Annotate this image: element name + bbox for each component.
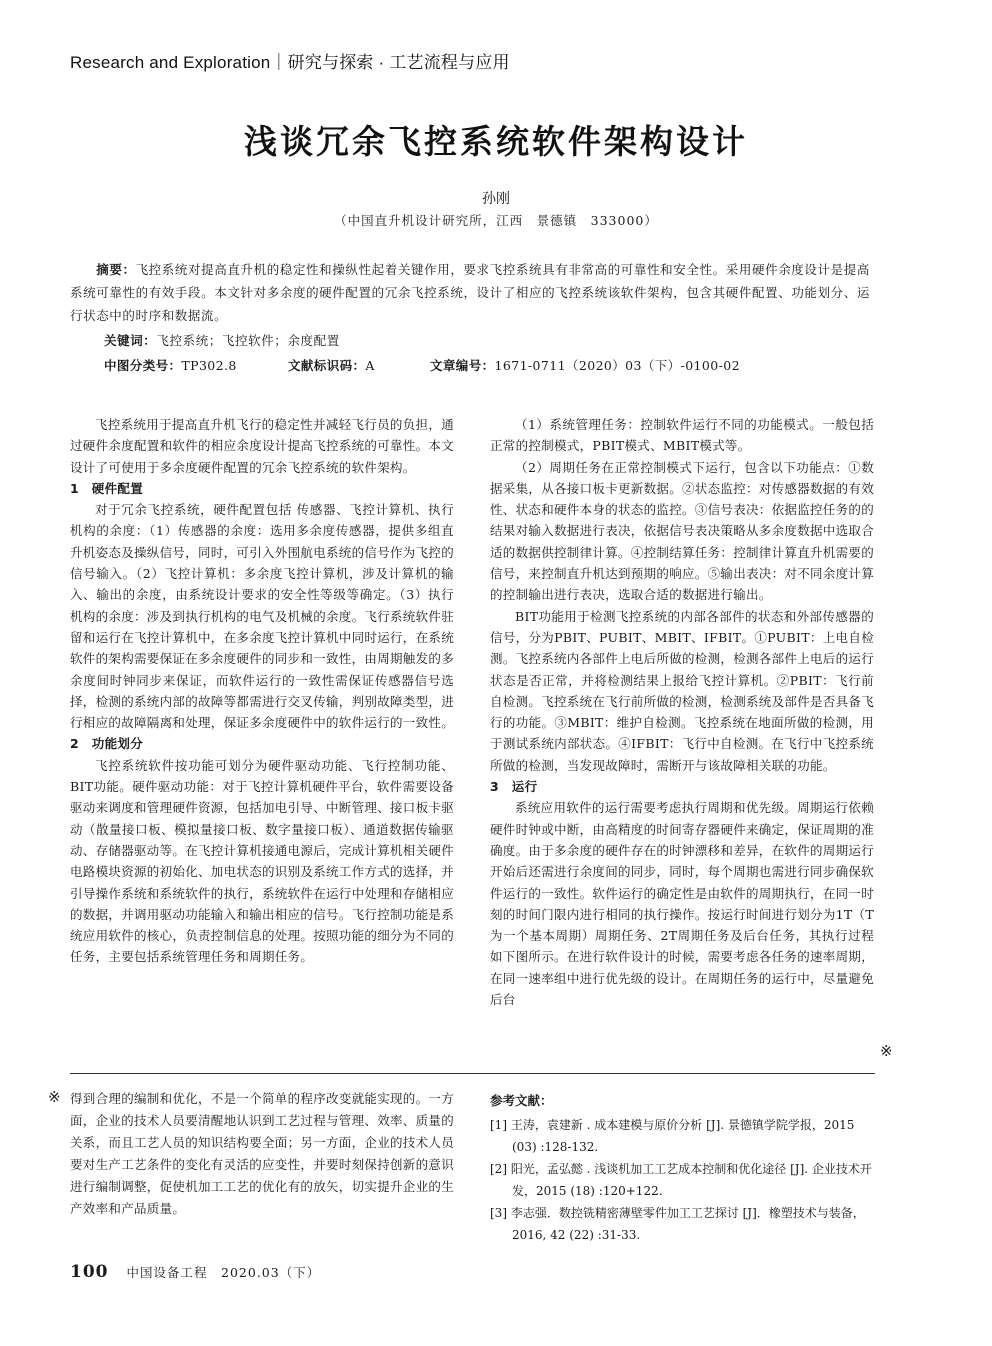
bit-paragraph: BIT功能用于检测飞控系统的内部各部件的状态和外部传感器的信号，分为PBIT、PUBIT、MBIT、IFBIT。①PUBIT：上电自检测。飞控系统内各部件上电后所做的检测，检测各部件上电后的运行状态是否正常，并将检测结果上报给飞控计算机。②PBIT：飞行前自检测。飞控系统在飞行前所做的检测，检测系统及部件是否具备飞行的功能。③MBIT：维护自检测。飞控系统在地面所做的检测，用于测试系统内部状态。④IFBIT：飞行中自检测。在飞行中飞控系统所做的检测，当发现故障时，需断开与该故障相关联的功能。 xyxy=(490,608,875,773)
running-header: Research and Exploration｜研究与探索 · 工艺流程与应用 xyxy=(70,53,510,72)
section-2-paragraph: 飞控系统软件按功能可划分为硬件驱动功能、飞行控制功能、BIT功能。硬件驱动功能：对于飞控计算机硬件平台，软件需要设备驱动来调度和管理硬件资源，包括加电引导、中断管理、接口板卡驱动（散量接口板、模拟量接口板、数字量接口板）、通道数据传输驱动、存储器驱动等。在飞控计算机接通电源后，完成计算机相关硬件电路模块资源的初始化、加电状态的识别及系统工作方式的选择，并引导操作系统和系统软件的执行，系统软件在运行中处理和存储相应的数据，并调用驱动功能输入和输出相应的信号。飞行控制功能是系统应用软件的核心，负责控制信息的处理。按照功能的细分为不同的任务，主要包括系统管理任务和周期任务。 xyxy=(70,757,455,965)
system-management-paragraph: （1）系统管理任务：控制软件运行不同的功能模式。一般包括正常的控制模式，PBIT模式、MBIT模式等。 xyxy=(490,417,874,454)
section-3-paragraph: 系统应用软件的运行需要考虑执行周期和优先级。周期运行依赖硬件时钟或中断，由高精度的时间寄存器硬件来确定，保证周期的准确度。由于多余度的硬件存在的时钟漂移和差异，在软件的周期运行开始后还需进行余度间的同步，同时，每个周期也需进行同步确保软件运行的一致性。软件运行的确定性是由软件的周期执行，在同一时刻的时间门限内进行相同的执行操作。按运行时间进行划分为1T（T为一个基本周期）周期任务、2T周期任务及后台任务，其执行过程如下图所示。在进行软件设计的时候，需要考虑各任务的速率周期，在同一速率组中进行优先级的设计。在周期任务的运行中，尽量避免后台 xyxy=(490,800,875,1008)
periodic-task-paragraph: （2）周期任务在正常控制模式下运行，包含以下功能点：①数据采集，从各接口板卡更新数据。②状态监控：对传感器数据的有效性、状态和硬件本身的状态的监控。③信号表决：依据监控任务的的结果对输入数据进行表决，依据信号表决策略从多余度数据中选取合适的数据供控制律计算。④控制结算任务：控制律计算直升机需要的信号，来控制直升机达到预期的响应。⑤输出表决：对不同余度计算的控制输出进行表决，选取合适的数据进行输出。 xyxy=(490,459,875,603)
affiliation: （中国直升机设计研究所，江西 景德镇 333000） xyxy=(334,213,658,228)
clc-value: TP302.8 xyxy=(181,358,237,373)
doc-code-label: 文献标识码： xyxy=(288,358,366,373)
keywords xyxy=(104,331,340,349)
page-footer xyxy=(70,1262,320,1282)
abstract-label: 摘要： xyxy=(96,262,136,277)
author: 孙刚 xyxy=(482,191,510,207)
right-column xyxy=(490,414,874,1010)
abstract xyxy=(70,258,870,327)
section-1-paragraph: 对于冗余飞控系统，硬件配置包括 传感器、飞控计算机、执行机构的余度：（1）传感器的余度：选用多余度传感器，提供多组直升机姿态及操纵信号，同时，可引入外围航电系统的信号作为飞控的信号输入。（2）飞控计算机：多余度飞控计算机，涉及计算机的输入、输出的余度，由系统设计要求的安全性等级等确定。（3）执行机构的余度：涉及到执行机构的电气及机械的余度。飞行系统软件驻留和运行在飞控计算机中，在多余度飞控计算机中同时运行，在系统软件的架构需要保证在多余度硬件的同步和一致性，由周期触发的多余度间时钟同步来保证，而软件运行的一致性需保证传感器信号选择，检测的系统内部的故障等都需进行交叉传输，判别故障类型，进行相应的故障隔离和处理，保证多余度硬件中的软件运行的一致性。 xyxy=(70,502,455,731)
left-column xyxy=(70,414,454,968)
references-heading: 参考文献： xyxy=(490,1093,553,1108)
journal-info: 中国设备工程 2020.03（下） xyxy=(126,1265,321,1280)
continued-article-text: 得到合理的编制和优化，不是一个简单的程序改变就能实现的。一方面，企业的技术人员要清醒地认识到工艺过程与管理、效率、质量的关系，而且工艺人员的知识结构要全面；另一方面，企业的技术人员要对生产工艺条件的变化有灵活的应变性，并要时刻保持创新的意识进行编制调整，促使机加工工艺的优化有的放矢，切实提升企业的生产效率和产品质量。 xyxy=(70,1091,455,1216)
reference-item: [1] 王涛，袁建新 . 成本建模与原价分析 [J]. 景德镇学院学报，2015 (03) :128-132. xyxy=(490,1118,855,1154)
reference-item: [2] 阳光，孟弘懿 . 浅谈机加工工艺成本控制和优化途径 [J]. 企业技术开发，2015 (18) :120+122. xyxy=(490,1162,872,1198)
continuation-mark-icon: ※ xyxy=(880,1042,893,1060)
classification-info xyxy=(104,356,740,374)
section-divider xyxy=(70,1073,875,1074)
article-no-label: 文章编号： xyxy=(430,358,495,373)
intro-paragraph: 飞控系统用于提高直升机飞行的稳定性并减轻飞行员的负担，通过硬件余度配置和软件的相应余度设计提高飞控系统的可靠性。本文设计了可使用于多余度硬件配置的冗余飞控系统的软件架构。 xyxy=(70,417,455,475)
continuation-mark-icon: ※ xyxy=(48,1088,61,1106)
keywords-text: 飞控系统；飞控软件；余度配置 xyxy=(156,333,340,348)
clc-label: 中图分类号： xyxy=(104,358,182,373)
references xyxy=(490,1090,875,1246)
section-heading-3: 3 运行 xyxy=(490,779,538,795)
keywords-label: 关键词： xyxy=(104,333,157,348)
section-heading-2: 2 功能划分 xyxy=(70,736,143,752)
reference-item: [3] 李志强．数控铣精密薄壁零件加工工艺探讨 [J]．橡塑技术与装备，2016, 42 (22) :31-33. xyxy=(490,1206,865,1242)
page-number: 100 xyxy=(70,1262,109,1282)
abstract-text: 飞控系统对提高直升机的稳定性和操纵性起着关键作用，要求飞控系统具有非常高的可靠性和安全性。采用硬件余度设计是提高系统可靠性的有效手段。本文针对多余度的硬件配置的冗余飞控系统，设计了相应的飞控系统该软件架构，包含其硬件配置、功能划分、运行状态中的时序和数据流。 xyxy=(70,262,870,323)
article-title: 浅谈冗余飞控系统软件架构设计 xyxy=(244,122,748,161)
article-no-value: 1671-0711（2020）03（下）-0100-02 xyxy=(494,358,740,373)
section-heading-1: 1 硬件配置 xyxy=(70,480,143,496)
doc-code-value: A xyxy=(365,358,375,373)
